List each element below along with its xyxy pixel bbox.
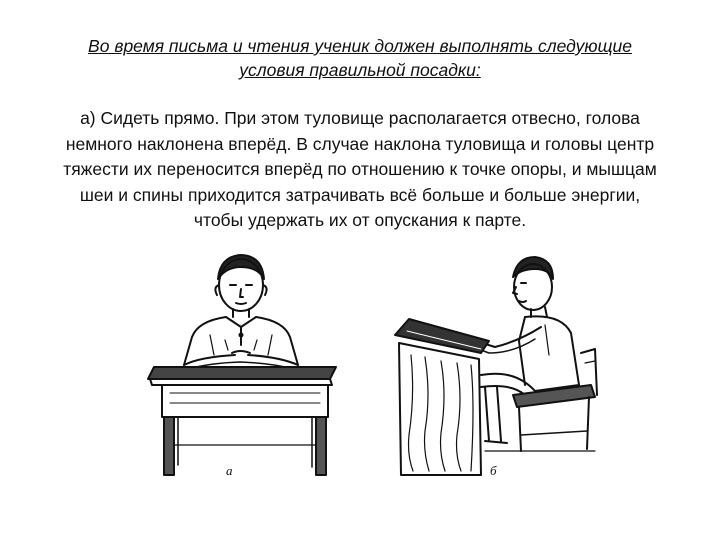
student-at-slanted-desk-illustration-icon bbox=[385, 245, 610, 490]
figure-b bbox=[385, 245, 610, 490]
student-at-flat-desk-illustration-icon bbox=[140, 245, 350, 490]
body-paragraph bbox=[30, 106, 690, 234]
title-line-1: Во время письма и чтения ученик должен выполнять следующие bbox=[88, 36, 632, 56]
body-line-1: а) Сидеть прямо. При этом туловище располагается отвесно, голова bbox=[80, 108, 640, 128]
title-line-2: условия правильной посадки: bbox=[239, 60, 481, 80]
figure-a-caption: а bbox=[226, 463, 233, 478]
body-line-2: немного наклонена вперёд. В случае наклона туловища и головы центр bbox=[65, 133, 655, 154]
figure-b-caption: б bbox=[490, 463, 497, 478]
body-line-5: чтобы удержать их от опускания к парте. bbox=[193, 210, 527, 230]
slide-title bbox=[40, 34, 680, 82]
body-line-4: шеи и спины приходится затрачивать всё больше и больше энергии, bbox=[79, 184, 641, 205]
body-line-3: тяжести их переносится вперёд по отношению к точке опоры, и мышцам bbox=[63, 159, 657, 179]
figure-a bbox=[140, 245, 350, 490]
